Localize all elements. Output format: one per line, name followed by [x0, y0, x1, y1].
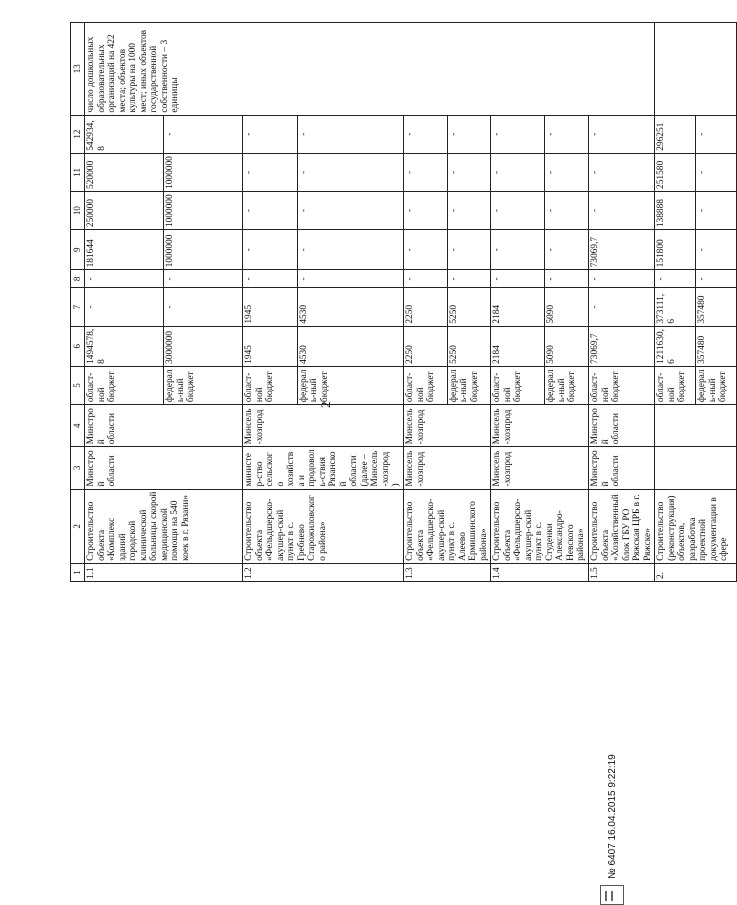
- program-table: [70, 22, 737, 582]
- header-cell: 5: [71, 366, 85, 404]
- value-cell: -: [696, 230, 737, 270]
- value-cell: 2184: [491, 326, 545, 366]
- customer: Минсель-хозпрод: [491, 447, 589, 489]
- value-cell: 357480: [696, 326, 737, 366]
- customer: министер-ство сельского хозяйства и продоволь-ствия Рязанской области (далее – Минсель-хозпрод): [243, 447, 404, 489]
- executor: Минсель-хозпрод: [243, 405, 404, 447]
- value-cell: -: [297, 153, 403, 191]
- value-cell: 357480: [696, 288, 737, 326]
- value-cell: 373111,6: [655, 288, 696, 326]
- value-cell: 2250: [403, 288, 447, 326]
- object-name: Строительство объекта «Комплекс зданий городской клинической больницы скорой медицинской помощи на 540 коек в г. Рязани»: [85, 489, 243, 563]
- rotated-table-container: [70, 22, 730, 582]
- value-cell: -: [164, 115, 243, 153]
- value-cell: -: [243, 191, 298, 229]
- executor: Минсель-хозпрод: [491, 405, 589, 447]
- object-name: Строительство объекта «Фельдшерско-акушер-ский пункт в с. Студенки Александро-Невского района»: [491, 489, 589, 563]
- table-row: [655, 23, 696, 582]
- value-cell: 251580: [655, 153, 696, 191]
- value-cell: -: [164, 288, 243, 326]
- value-cell: 181644: [85, 230, 164, 270]
- object-name: Строительство объекта «Фельдшерско-акушер-ский пункт в с. Алеево Ермишинского района»: [403, 489, 490, 563]
- value-cell: -: [447, 191, 491, 229]
- funding-source: област-ной бюджет: [491, 366, 545, 404]
- value-cell: -: [297, 115, 403, 153]
- funding-source: федераль-ный бюджет: [696, 366, 737, 404]
- value-cell: 138888: [655, 191, 696, 229]
- value-cell: -: [243, 153, 298, 191]
- funding-source: област-ной бюджет: [403, 366, 447, 404]
- executor: [655, 405, 737, 447]
- value-cell: -: [447, 230, 491, 270]
- value-cell: 2184: [491, 288, 545, 326]
- header-cell: 9: [71, 230, 85, 270]
- object-name: Строительство объекта «Хозяйственный блок ГБУ РО Ряжская ЦРБ в г. Ряжске»: [589, 489, 655, 563]
- funding-source: област-ной бюджет: [655, 366, 696, 404]
- customer: Минстрой области: [589, 447, 655, 489]
- value-cell: 5250: [447, 288, 491, 326]
- object-name: Строительство (реконструкция) объектов, разработка проектной документации в сфере: [655, 489, 737, 563]
- value-cell: -: [696, 191, 737, 229]
- value-cell: -: [491, 191, 545, 229]
- value-cell: -: [696, 153, 737, 191]
- header-cell: 8: [71, 270, 85, 288]
- value-cell: 5250: [447, 326, 491, 366]
- funding-source: федераль-ный бюджет: [545, 366, 589, 404]
- value-cell: -: [297, 230, 403, 270]
- value-cell: 4530: [297, 288, 403, 326]
- object-name: Строительство объекта «Фельдшерско-акушер-ский пункт в с. Гребнево Старожиловского района»: [243, 489, 404, 563]
- value-cell: -: [655, 270, 696, 288]
- value-cell: 4530: [297, 326, 403, 366]
- executor: Минстрой области: [85, 405, 243, 447]
- value-cell: -: [85, 288, 164, 326]
- value-cell: -: [589, 191, 655, 229]
- value-cell: -: [243, 270, 298, 288]
- value-cell: -: [545, 230, 589, 270]
- funding-source: област-ной бюджет: [589, 366, 655, 404]
- value-cell: 1945: [243, 288, 298, 326]
- value-cell: -: [164, 270, 243, 288]
- value-cell: 3000000: [164, 326, 243, 366]
- value-cell: 1000000: [164, 230, 243, 270]
- funding-source: федераль-ный бюджет: [447, 366, 491, 404]
- header-cell: 11: [71, 153, 85, 191]
- funding-source: федераль-ный бюджет: [164, 366, 243, 404]
- executor: Минсель-хозпрод: [403, 405, 490, 447]
- value-cell: -: [545, 115, 589, 153]
- row-number: 1.5: [589, 563, 655, 581]
- value-cell: 5090: [545, 288, 589, 326]
- value-cell: -: [403, 191, 447, 229]
- value-cell: 296251: [655, 115, 696, 153]
- registration-number: № 6407 16.04.2015 9:22:19: [606, 754, 618, 879]
- value-cell: 1000000: [164, 191, 243, 229]
- value-cell: -: [491, 153, 545, 191]
- value-cell: -: [403, 153, 447, 191]
- header-cell: 13: [71, 23, 85, 116]
- registration-stamp-icon: [600, 885, 624, 905]
- row-number: 1.1: [85, 563, 243, 581]
- funding-source: област-ной бюджет: [243, 366, 298, 404]
- customer: Минсель-хозпрод: [403, 447, 490, 489]
- header-cell: 3: [71, 447, 85, 489]
- row-number: 1.4: [491, 563, 589, 581]
- row-number: 2.: [655, 563, 737, 581]
- value-cell: -: [491, 115, 545, 153]
- header-cell: 2: [71, 489, 85, 563]
- header-cell: 10: [71, 191, 85, 229]
- funding-source: област-ной бюджет: [85, 366, 164, 404]
- value-cell: -: [447, 270, 491, 288]
- value-cell: -: [589, 288, 655, 326]
- header-cell: 1: [71, 563, 85, 581]
- value-cell: -: [589, 270, 655, 288]
- value-cell: -: [545, 153, 589, 191]
- header-row: [71, 23, 85, 582]
- value-cell: -: [545, 270, 589, 288]
- funding-source: федераль-ный бюджет: [297, 366, 403, 404]
- value-cell: 520000: [85, 153, 164, 191]
- header-cell: 6: [71, 326, 85, 366]
- value-cell: 1494578,8: [85, 326, 164, 366]
- value-cell: 250000: [85, 191, 164, 229]
- value-cell: -: [403, 230, 447, 270]
- value-cell: -: [297, 270, 403, 288]
- value-cell: -: [491, 230, 545, 270]
- value-cell: -: [297, 191, 403, 229]
- value-cell: -: [243, 230, 298, 270]
- value-cell: -: [491, 270, 545, 288]
- value-cell: -: [696, 115, 737, 153]
- value-cell: -: [243, 115, 298, 153]
- value-cell: -: [447, 115, 491, 153]
- value-cell: 542934,8: [85, 115, 164, 153]
- document-footer: [600, 754, 624, 905]
- value-cell: 73069,7: [589, 230, 655, 270]
- customer: Минстрой области: [85, 447, 243, 489]
- value-cell: -: [545, 191, 589, 229]
- value-cell: -: [447, 153, 491, 191]
- indicator-text: [655, 23, 737, 116]
- header-cell: 12: [71, 115, 85, 153]
- indicator-text: число дошкольных образовательных организаций на 422 места; объектов культуры на 1000 мест; иных объектов государственной собственности – 3 единицы: [85, 23, 655, 116]
- value-cell: 5090: [545, 326, 589, 366]
- page-number: 2: [318, 401, 333, 408]
- value-cell: -: [696, 270, 737, 288]
- value-cell: 2250: [403, 326, 447, 366]
- header-cell: 4: [71, 405, 85, 447]
- value-cell: -: [589, 153, 655, 191]
- value-cell: 73069,7: [589, 326, 655, 366]
- header-cell: 7: [71, 288, 85, 326]
- value-cell: 151800: [655, 230, 696, 270]
- value-cell: -: [403, 270, 447, 288]
- value-cell: -: [85, 270, 164, 288]
- executor: Минстрой области: [589, 405, 655, 447]
- row-number: 1.3: [403, 563, 490, 581]
- table-row: [85, 23, 164, 582]
- value-cell: -: [589, 115, 655, 153]
- value-cell: 1000000: [164, 153, 243, 191]
- value-cell: -: [403, 115, 447, 153]
- row-number: 1.2: [243, 563, 404, 581]
- customer: [655, 447, 737, 489]
- value-cell: 1945: [243, 326, 298, 366]
- value-cell: 1211630,6: [655, 326, 696, 366]
